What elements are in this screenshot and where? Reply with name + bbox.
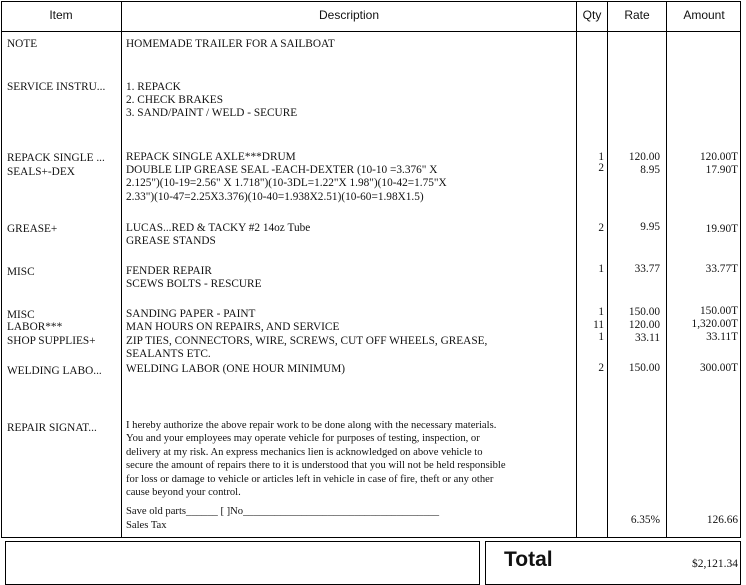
row-qty: 2 — [598, 362, 604, 374]
total-label: Total — [504, 548, 553, 571]
row-item: LABOR*** — [7, 321, 63, 333]
header-amount: Amount — [683, 8, 725, 22]
header-rate: Rate — [624, 8, 650, 22]
sales-tax-rate: 6.35% — [630, 514, 660, 526]
row-item: SHOP SUPPLIES+ — [7, 335, 96, 347]
row-description-line: SANDING PAPER - PAINT — [126, 308, 256, 320]
row-item: MISC — [7, 309, 35, 321]
row-description-line: REPACK SINGLE AXLE***DRUM — [126, 151, 296, 163]
row-description-line: 2.125")(10-19=2.56" X 1.718")(10-3DL=1.22"X 1.98")(10-42=1.75"X — [126, 177, 447, 189]
row-amount: 120.00T — [700, 151, 738, 163]
row-rate: 33.11 — [635, 332, 660, 344]
header-description: Description — [318, 8, 380, 22]
row-rate: 120.00 — [628, 319, 660, 331]
row-description-line: ZIP TIES, CONNECTORS, WIRE, SCREWS, CUT OFF WHEELS, GREASE, — [126, 335, 488, 347]
row-item: SERVICE INSTRU... — [7, 81, 106, 93]
bottom-left-box — [5, 541, 480, 585]
row-amount: 19.90T — [705, 223, 738, 235]
row-item: REPAIR SIGNAT... — [7, 422, 97, 434]
row-qty: 2 — [598, 162, 604, 174]
row-description-line: DOUBLE LIP GREASE SEAL -EACH-DEXTER (10-10 =3.376" X — [126, 164, 438, 176]
row-description-line: SCEWS BOLTS - RESCURE — [126, 278, 262, 290]
row-qty: 1 — [598, 306, 604, 318]
row-description-line: SEALANTS ETC. — [126, 348, 211, 360]
authorization-text-line: delivery at my risk. An express mechanics lien is acknowledged on above vehicle to — [126, 447, 483, 458]
column-divider — [121, 1, 122, 538]
row-amount: 1,320.00T — [691, 318, 738, 330]
row-item: WELDING LABO... — [7, 365, 102, 377]
header-divider — [1, 31, 741, 32]
row-amount: 300.00T — [700, 362, 738, 374]
row-description-line: LUCAS...RED & TACKY #2 14oz Tube — [126, 222, 311, 234]
row-qty: 11 — [593, 319, 604, 331]
total-amount: $2,121.34 — [692, 558, 738, 570]
row-qty: 1 — [598, 263, 604, 275]
authorization-text-line: secure the amount of repairs there to it is understood that you will not be held responsible — [126, 460, 506, 471]
row-description-line: GREASE STANDS — [126, 235, 216, 247]
header-item: Item — [49, 8, 73, 22]
authorization-text-line: for loss or damage to vehicle or articles left in vehicle in case of fire, theft or any other — [126, 474, 494, 485]
row-item: MISC — [7, 266, 35, 278]
row-item: NOTE — [7, 38, 38, 50]
row-rate: 8.95 — [640, 164, 660, 176]
authorization-text-line: You and your employees may operate vehicle for purposes of testing, inspection, or — [126, 433, 480, 444]
sales-tax-label: Sales Tax — [126, 520, 167, 531]
row-rate: 150.00 — [628, 362, 660, 374]
row-description-line: 3. SAND/PAINT / WELD - SECURE — [126, 107, 298, 119]
row-description-line: WELDING LABOR (ONE HOUR MINIMUM) — [126, 363, 346, 375]
row-qty: 1 — [598, 151, 604, 163]
row-description-line: HOMEMADE TRAILER FOR A SAILBOAT — [126, 38, 335, 50]
row-description-line: FENDER REPAIR — [126, 265, 212, 277]
save-old-parts-line: Save old parts______ [ ]No_____________________________________ — [126, 506, 440, 517]
row-qty: 2 — [598, 222, 604, 234]
header-qty: Qty — [582, 8, 602, 22]
row-item: SEALS+-DEX — [7, 166, 75, 178]
row-item: GREASE+ — [7, 223, 58, 235]
authorization-text-line: cause beyond your control. — [126, 487, 241, 498]
row-rate: 33.77 — [634, 263, 660, 275]
row-description-line: 1. REPACK — [126, 81, 181, 93]
row-description-line: 2.33")(10-47=2.25X3.376)(10-40=1.938X2.51)(10-60=1.98X1.5) — [126, 191, 424, 203]
row-rate: 120.00 — [628, 151, 660, 163]
authorization-text-line: I hereby authorize the above repair work to be done along with the necessary materials. — [126, 420, 497, 431]
row-rate: 9.95 — [640, 221, 660, 233]
row-description-line: 2. CHECK BRAKES — [126, 94, 223, 106]
column-divider — [576, 1, 577, 538]
row-qty: 1 — [598, 331, 604, 343]
row-description-line: MAN HOURS ON REPAIRS, AND SERVICE — [126, 321, 340, 333]
row-rate: 150.00 — [628, 306, 660, 318]
row-amount: 33.77T — [705, 263, 738, 275]
row-amount: 150.00T — [700, 305, 738, 317]
row-amount: 33.11T — [706, 331, 738, 343]
row-item: REPACK SINGLE ... — [7, 152, 105, 164]
row-amount: 17.90T — [705, 164, 738, 176]
sales-tax-amount: 126.66 — [706, 514, 738, 526]
